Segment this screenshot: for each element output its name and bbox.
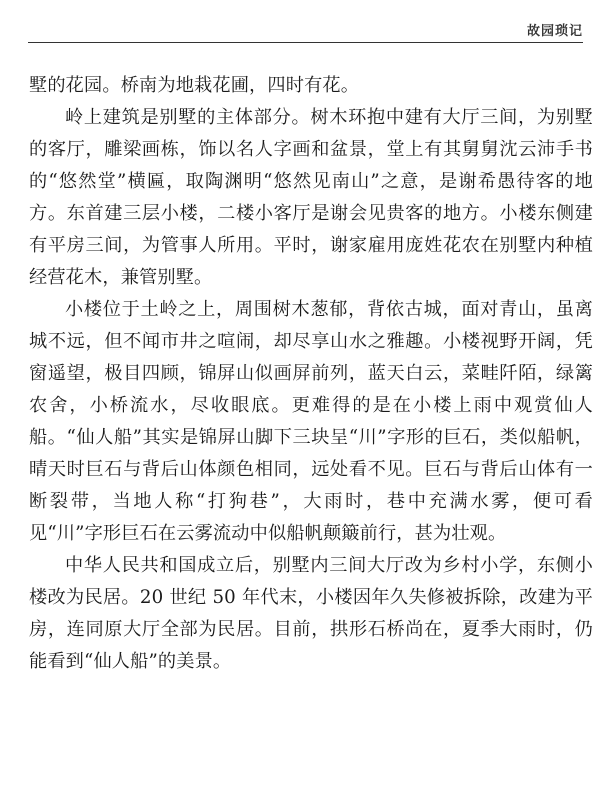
running-header xyxy=(28,0,583,43)
header-title: 故园琐记 xyxy=(526,24,583,39)
page-body xyxy=(29,70,593,678)
paragraph-continued: 墅的花园。桥南为地栽花圃，四时有花。 xyxy=(29,75,360,96)
paragraph-after-1949: 中华人民共和国成立后，别墅内三间大厅改为乡村小学，东侧小楼改为民居。20 世纪 50 年代末，小楼因年久失修被拆除，改建为平房，连同原大厅全部为民居。目前，拱形石桥尚在，夏季大雨时，仍能看到“仙人船”的美景。 xyxy=(29,555,593,672)
paragraph-main-building: 岭上建筑是别墅的主体部分。树木环抱中建有大厅三间，为别墅的客厅，雕梁画栋，饰以名人字画和盆景，堂上有其舅舅沈云沛手书的“悠然堂”横匾，取陶渊明“悠然见南山”之意，是谢希愚待客的地方。东首建三层小楼，二楼小客厅是谢会见贵客的地方。小楼东侧建有平房三间，为管事人所用。平时，谢家雇用庞姓花农在别墅内种植经营花木，兼管别墅。 xyxy=(29,107,593,288)
paragraph-small-tower: 小楼位于土岭之上，周围树木葱郁，背依古城，面对青山，虽离城不远，但不闻市井之喧闹，却尽享山水之雅趣。小楼视野开阔，凭窗遥望，极目四顾，锦屏山似画屏前列，蓝天白云，菜畦阡陌，绿篱农舍，小桥流水，尽收眼底。更难得的是在小楼上雨中观赏仙人船。“仙人船”其实是锦屏山脚下三块呈“川”字形的巨石，类似船帆，晴天时巨石与背后山体颜色相同，远处看不见。巨石与背后山体有一断裂带，当地人称“打狗巷”，大雨时，巷中充满水雾，便可看见“川”字形巨石在云雾流动中似船帆颠簸前行，甚为壮观。 xyxy=(29,299,593,544)
